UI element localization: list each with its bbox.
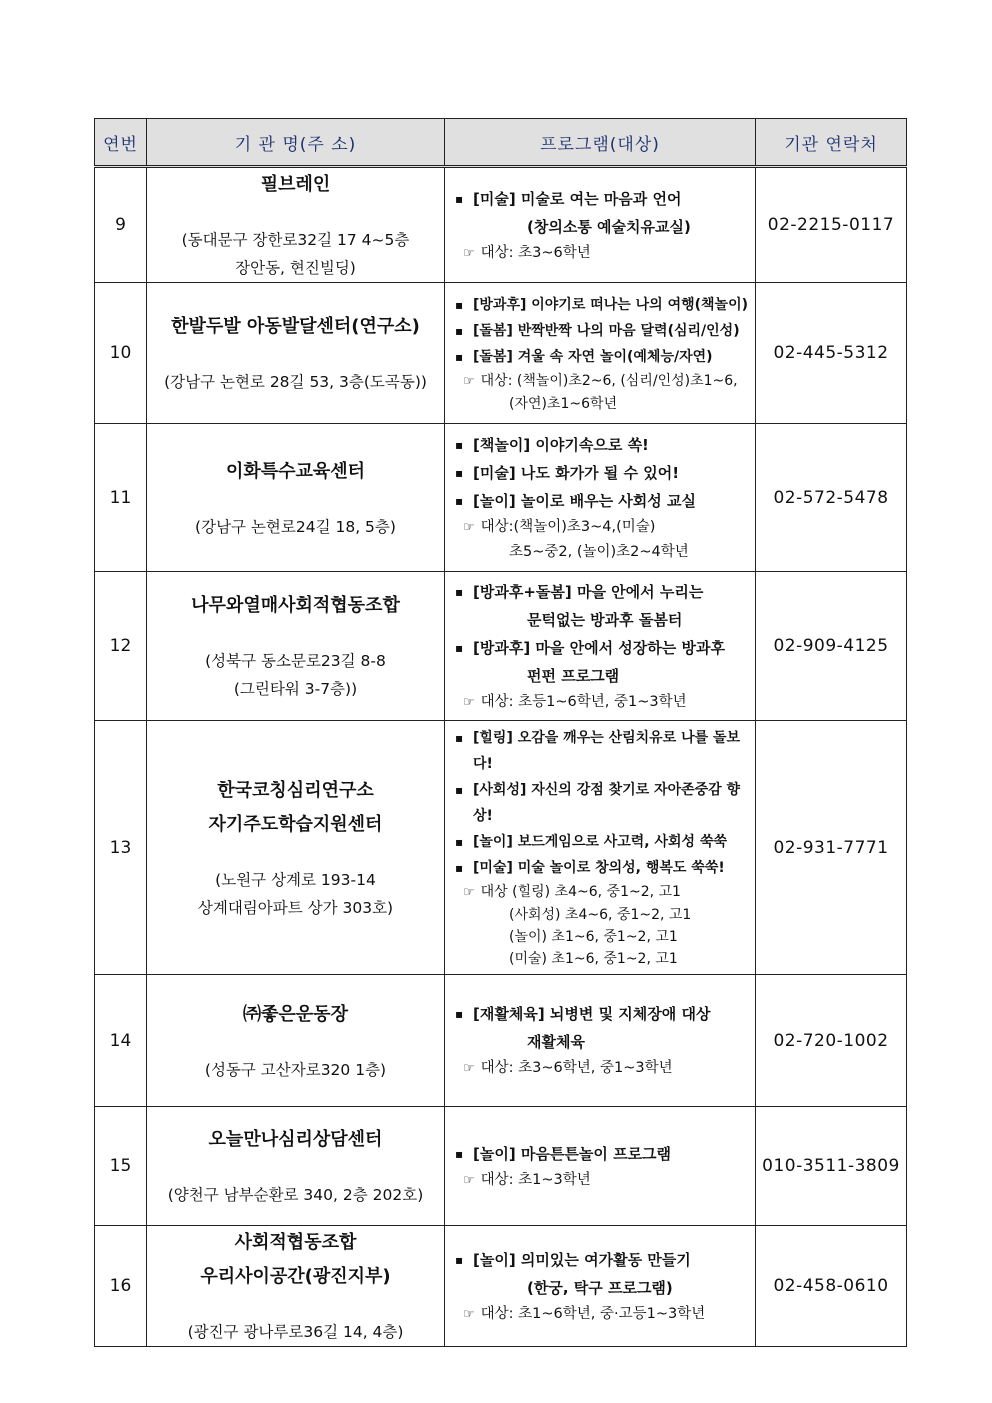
bullet-icon: ▪ bbox=[455, 783, 464, 797]
program-item bbox=[455, 578, 749, 634]
program-title: 재활체육 bbox=[527, 1033, 585, 1051]
table-row bbox=[95, 1107, 907, 1226]
program-title: [힐링] 오감을 깨우는 산림치유로 나를 돌보다! bbox=[473, 730, 741, 772]
bullet-icon: ▪ bbox=[455, 466, 464, 480]
target-text: (사회성) 초4~6, 중1~2, 고1 bbox=[509, 907, 692, 923]
org-name: 자기주도학습지원센터 bbox=[208, 813, 383, 835]
header-contact: 기관 연락처 bbox=[756, 119, 907, 167]
contact-phone: 02-720-1002 bbox=[756, 975, 907, 1107]
org-address: (양천구 남부순환로 340, 2층 202호) bbox=[167, 1186, 424, 1204]
program-title: (창의소통 예술치유교실) bbox=[527, 217, 691, 236]
program-target bbox=[455, 1168, 749, 1193]
contact-phone: 02-2215-0117 bbox=[756, 167, 907, 283]
org-name: 한국코칭심리연구소 bbox=[217, 779, 374, 801]
row-number: 12 bbox=[95, 572, 147, 721]
program-title: [미술] 미술로 여는 마음과 언어 bbox=[473, 189, 682, 208]
bullet-icon: ▪ bbox=[455, 438, 464, 452]
program-title: [놀이] 의미있는 여가활동 만들기 bbox=[473, 1250, 691, 1269]
bullet-icon: ▪ bbox=[455, 731, 464, 745]
org-cell bbox=[147, 721, 445, 975]
table-row bbox=[95, 283, 907, 424]
org-spacer bbox=[147, 344, 444, 368]
program-target bbox=[455, 241, 749, 266]
pointing-hand-icon: ☞ bbox=[463, 1306, 475, 1322]
org-address: (성동구 고산자로320 1층) bbox=[204, 1060, 387, 1079]
org-name: 우리사이공간(광진지부) bbox=[200, 1266, 391, 1287]
institution-table bbox=[94, 118, 907, 1347]
program-item bbox=[455, 855, 749, 881]
pointing-hand-icon: ☞ bbox=[463, 1061, 475, 1076]
header-no: 연번 bbox=[95, 119, 147, 167]
contact-phone: 010-3511-3809 bbox=[756, 1107, 907, 1226]
org-spacer bbox=[147, 489, 444, 513]
org-spacer bbox=[147, 1157, 444, 1181]
pointing-hand-icon: ☞ bbox=[463, 694, 475, 710]
program-title: (한궁, 탁구 프로그램) bbox=[527, 1278, 673, 1297]
bullet-icon: ▪ bbox=[455, 1007, 464, 1021]
org-name: 필브레인 bbox=[260, 174, 331, 195]
contact-phone: 02-572-5478 bbox=[756, 424, 907, 572]
target-text: (놀이) 초1~6, 중1~2, 고1 bbox=[509, 929, 678, 945]
table-row bbox=[95, 975, 907, 1107]
row-number: 11 bbox=[95, 424, 147, 572]
program-item bbox=[455, 634, 749, 690]
bullet-icon: ▪ bbox=[455, 835, 464, 849]
row-number: 9 bbox=[95, 167, 147, 283]
target-text: 대상: 초3~6학년, 중1~3학년 bbox=[480, 1060, 673, 1076]
program-target bbox=[455, 370, 749, 393]
row-number: 15 bbox=[95, 1107, 147, 1226]
org-address: 상계대림아파트 상가 303호) bbox=[197, 898, 394, 917]
program-target bbox=[455, 515, 749, 540]
org-name: 이화특수교육센터 bbox=[225, 460, 366, 482]
target-text: 대상: 초1~6학년, 중·고등1~3학년 bbox=[480, 1305, 706, 1322]
org-cell bbox=[147, 975, 445, 1107]
row-number: 16 bbox=[95, 1226, 147, 1347]
bullet-icon: ▪ bbox=[455, 1252, 464, 1267]
program-item bbox=[455, 829, 749, 855]
program-title: [방과후+돌봄] 마을 안에서 누리는 bbox=[473, 582, 704, 601]
program-target bbox=[455, 1056, 749, 1081]
program-target bbox=[455, 1302, 749, 1327]
program-cell bbox=[445, 1226, 756, 1347]
bullet-icon: ▪ bbox=[455, 323, 464, 338]
program-cell bbox=[445, 424, 756, 572]
program-target bbox=[455, 881, 749, 904]
target-text: 대상 (힐링) 초4~6, 중1~2, 고1 bbox=[480, 884, 681, 900]
org-spacer bbox=[147, 842, 444, 866]
target-text: 초5~중2, (놀이)초2~4학년 bbox=[509, 544, 689, 560]
bullet-icon: ▪ bbox=[455, 861, 464, 875]
program-target bbox=[455, 926, 749, 948]
org-name: 오늘만나심리상담센터 bbox=[208, 1129, 383, 1150]
bullet-icon: ▪ bbox=[455, 494, 464, 508]
org-address: (동대문구 장한로32길 17 4~5층 bbox=[181, 231, 410, 249]
program-target bbox=[455, 393, 749, 415]
program-item bbox=[455, 459, 749, 487]
contact-phone: 02-909-4125 bbox=[756, 572, 907, 721]
target-text: 대상: (책놀이)초2~6, (심리/인성)초1~6, bbox=[480, 372, 738, 389]
org-cell bbox=[147, 283, 445, 424]
program-item bbox=[455, 344, 749, 370]
org-name: 나무와열매사회적협동조합 bbox=[191, 595, 400, 616]
org-address: (강남구 논현로 28길 53, 3층(도곡동)) bbox=[164, 373, 427, 391]
program-item bbox=[455, 725, 749, 777]
bullet-icon: ▪ bbox=[455, 191, 464, 206]
org-spacer bbox=[147, 202, 444, 226]
target-text: 대상: 초3~6학년 bbox=[480, 244, 591, 261]
program-target bbox=[455, 948, 749, 970]
program-title: [놀이] 보드게임으로 사고력, 사회성 쑥쑥 bbox=[473, 834, 727, 850]
program-title: [놀이] 마음튼튼놀이 프로그램 bbox=[473, 1144, 672, 1163]
contact-phone: 02-445-5312 bbox=[756, 283, 907, 424]
org-cell bbox=[147, 1107, 445, 1226]
program-item bbox=[455, 1140, 749, 1168]
program-cell bbox=[445, 1107, 756, 1226]
row-number: 10 bbox=[95, 283, 147, 424]
row-number: 13 bbox=[95, 721, 147, 975]
pointing-hand-icon: ☞ bbox=[463, 245, 475, 261]
program-title: 문턱없는 방과후 돌봄터 bbox=[527, 610, 683, 629]
org-address: (광진구 광나루로36길 14, 4층) bbox=[187, 1323, 404, 1341]
header-program: 프로그램(대상) bbox=[445, 119, 756, 167]
org-address: 장안동, 현진빌딩) bbox=[235, 259, 356, 277]
program-title: [방과후] 마을 안에서 성장하는 방과후 bbox=[473, 638, 725, 657]
pointing-hand-icon: ☞ bbox=[463, 373, 475, 389]
program-target bbox=[455, 904, 749, 926]
program-title: [미술] 미술 놀이로 창의성, 행복도 쑥쑥! bbox=[473, 860, 725, 876]
pointing-hand-icon: ☞ bbox=[463, 520, 475, 535]
table-header-row bbox=[95, 119, 907, 167]
program-title: [사회성] 자신의 강점 찾기로 자아존중감 향상! bbox=[473, 782, 741, 824]
program-item bbox=[455, 1246, 749, 1302]
org-name: 한발두발 아동발달센터(연구소) bbox=[171, 316, 420, 337]
program-item bbox=[455, 777, 749, 829]
bullet-icon: ▪ bbox=[455, 297, 464, 312]
row-number: 14 bbox=[95, 975, 147, 1107]
bullet-icon: ▪ bbox=[455, 1146, 464, 1161]
contact-phone: 02-458-0610 bbox=[756, 1226, 907, 1347]
header-org: 기 관 명(주 소) bbox=[147, 119, 445, 167]
program-cell bbox=[445, 167, 756, 283]
program-cell bbox=[445, 572, 756, 721]
program-cell bbox=[445, 721, 756, 975]
program-title: [돌봄] 반짝반짝 나의 마음 달력(심리/인성) bbox=[473, 322, 740, 339]
table-row bbox=[95, 572, 907, 721]
org-spacer bbox=[147, 623, 444, 647]
program-title: [놀이] 놀이로 배우는 사회성 교실 bbox=[473, 492, 696, 510]
org-address: (그린타워 3-7층)) bbox=[233, 680, 358, 698]
table-body bbox=[95, 167, 907, 1347]
org-spacer bbox=[147, 1032, 444, 1056]
bullet-icon: ▪ bbox=[455, 349, 464, 364]
program-title: [미술] 나도 화가가 될 수 있어! bbox=[473, 464, 680, 482]
org-address: (노원구 상계로 193-14 bbox=[215, 870, 376, 889]
org-cell bbox=[147, 167, 445, 283]
target-text: (미술) 초1~6, 중1~2, 고1 bbox=[509, 951, 678, 967]
org-address: (성북구 동소문로23길 8-8 bbox=[205, 652, 386, 670]
org-cell bbox=[147, 1226, 445, 1347]
program-cell bbox=[445, 283, 756, 424]
program-cell bbox=[445, 975, 756, 1107]
program-item bbox=[455, 487, 749, 515]
program-item bbox=[455, 318, 749, 344]
table-row bbox=[95, 167, 907, 283]
pointing-hand-icon: ☞ bbox=[463, 1172, 475, 1188]
program-target bbox=[455, 540, 749, 564]
table-row bbox=[95, 424, 907, 572]
program-title: [책놀이] 이야기속으로 쏙! bbox=[473, 436, 649, 454]
program-title: 펀펀 프로그램 bbox=[527, 666, 620, 685]
org-address: (강남구 논현로24길 18, 5층) bbox=[195, 517, 396, 536]
org-cell bbox=[147, 424, 445, 572]
contact-phone: 02-931-7771 bbox=[756, 721, 907, 975]
program-target bbox=[455, 690, 749, 715]
table-row bbox=[95, 1226, 907, 1347]
org-name: ㈜좋은운동장 bbox=[243, 1003, 348, 1025]
table-row bbox=[95, 721, 907, 975]
target-text: 대상: 초1~3학년 bbox=[480, 1171, 591, 1188]
target-text: 대상: 초등1~6학년, 중1~3학년 bbox=[480, 693, 687, 710]
program-item bbox=[455, 292, 749, 318]
org-name: 사회적협동조합 bbox=[234, 1232, 357, 1253]
program-title: [돌봄] 겨울 속 자연 놀이(예체능/자연) bbox=[473, 348, 713, 365]
bullet-icon: ▪ bbox=[455, 584, 464, 599]
program-item bbox=[455, 1000, 749, 1056]
target-text: 대상:(책놀이)초3~4,(미술) bbox=[480, 519, 656, 535]
program-title: [방과후] 이야기로 떠나는 나의 여행(책놀이) bbox=[473, 296, 748, 313]
target-text: (자연)초1~6학년 bbox=[509, 395, 618, 412]
program-item bbox=[455, 185, 749, 241]
bullet-icon: ▪ bbox=[455, 640, 464, 655]
pointing-hand-icon: ☞ bbox=[463, 885, 475, 900]
org-spacer bbox=[147, 1294, 444, 1318]
org-cell bbox=[147, 572, 445, 721]
program-title: [재활체육] 뇌병변 및 지체장애 대상 bbox=[473, 1005, 711, 1023]
program-item bbox=[455, 431, 749, 459]
